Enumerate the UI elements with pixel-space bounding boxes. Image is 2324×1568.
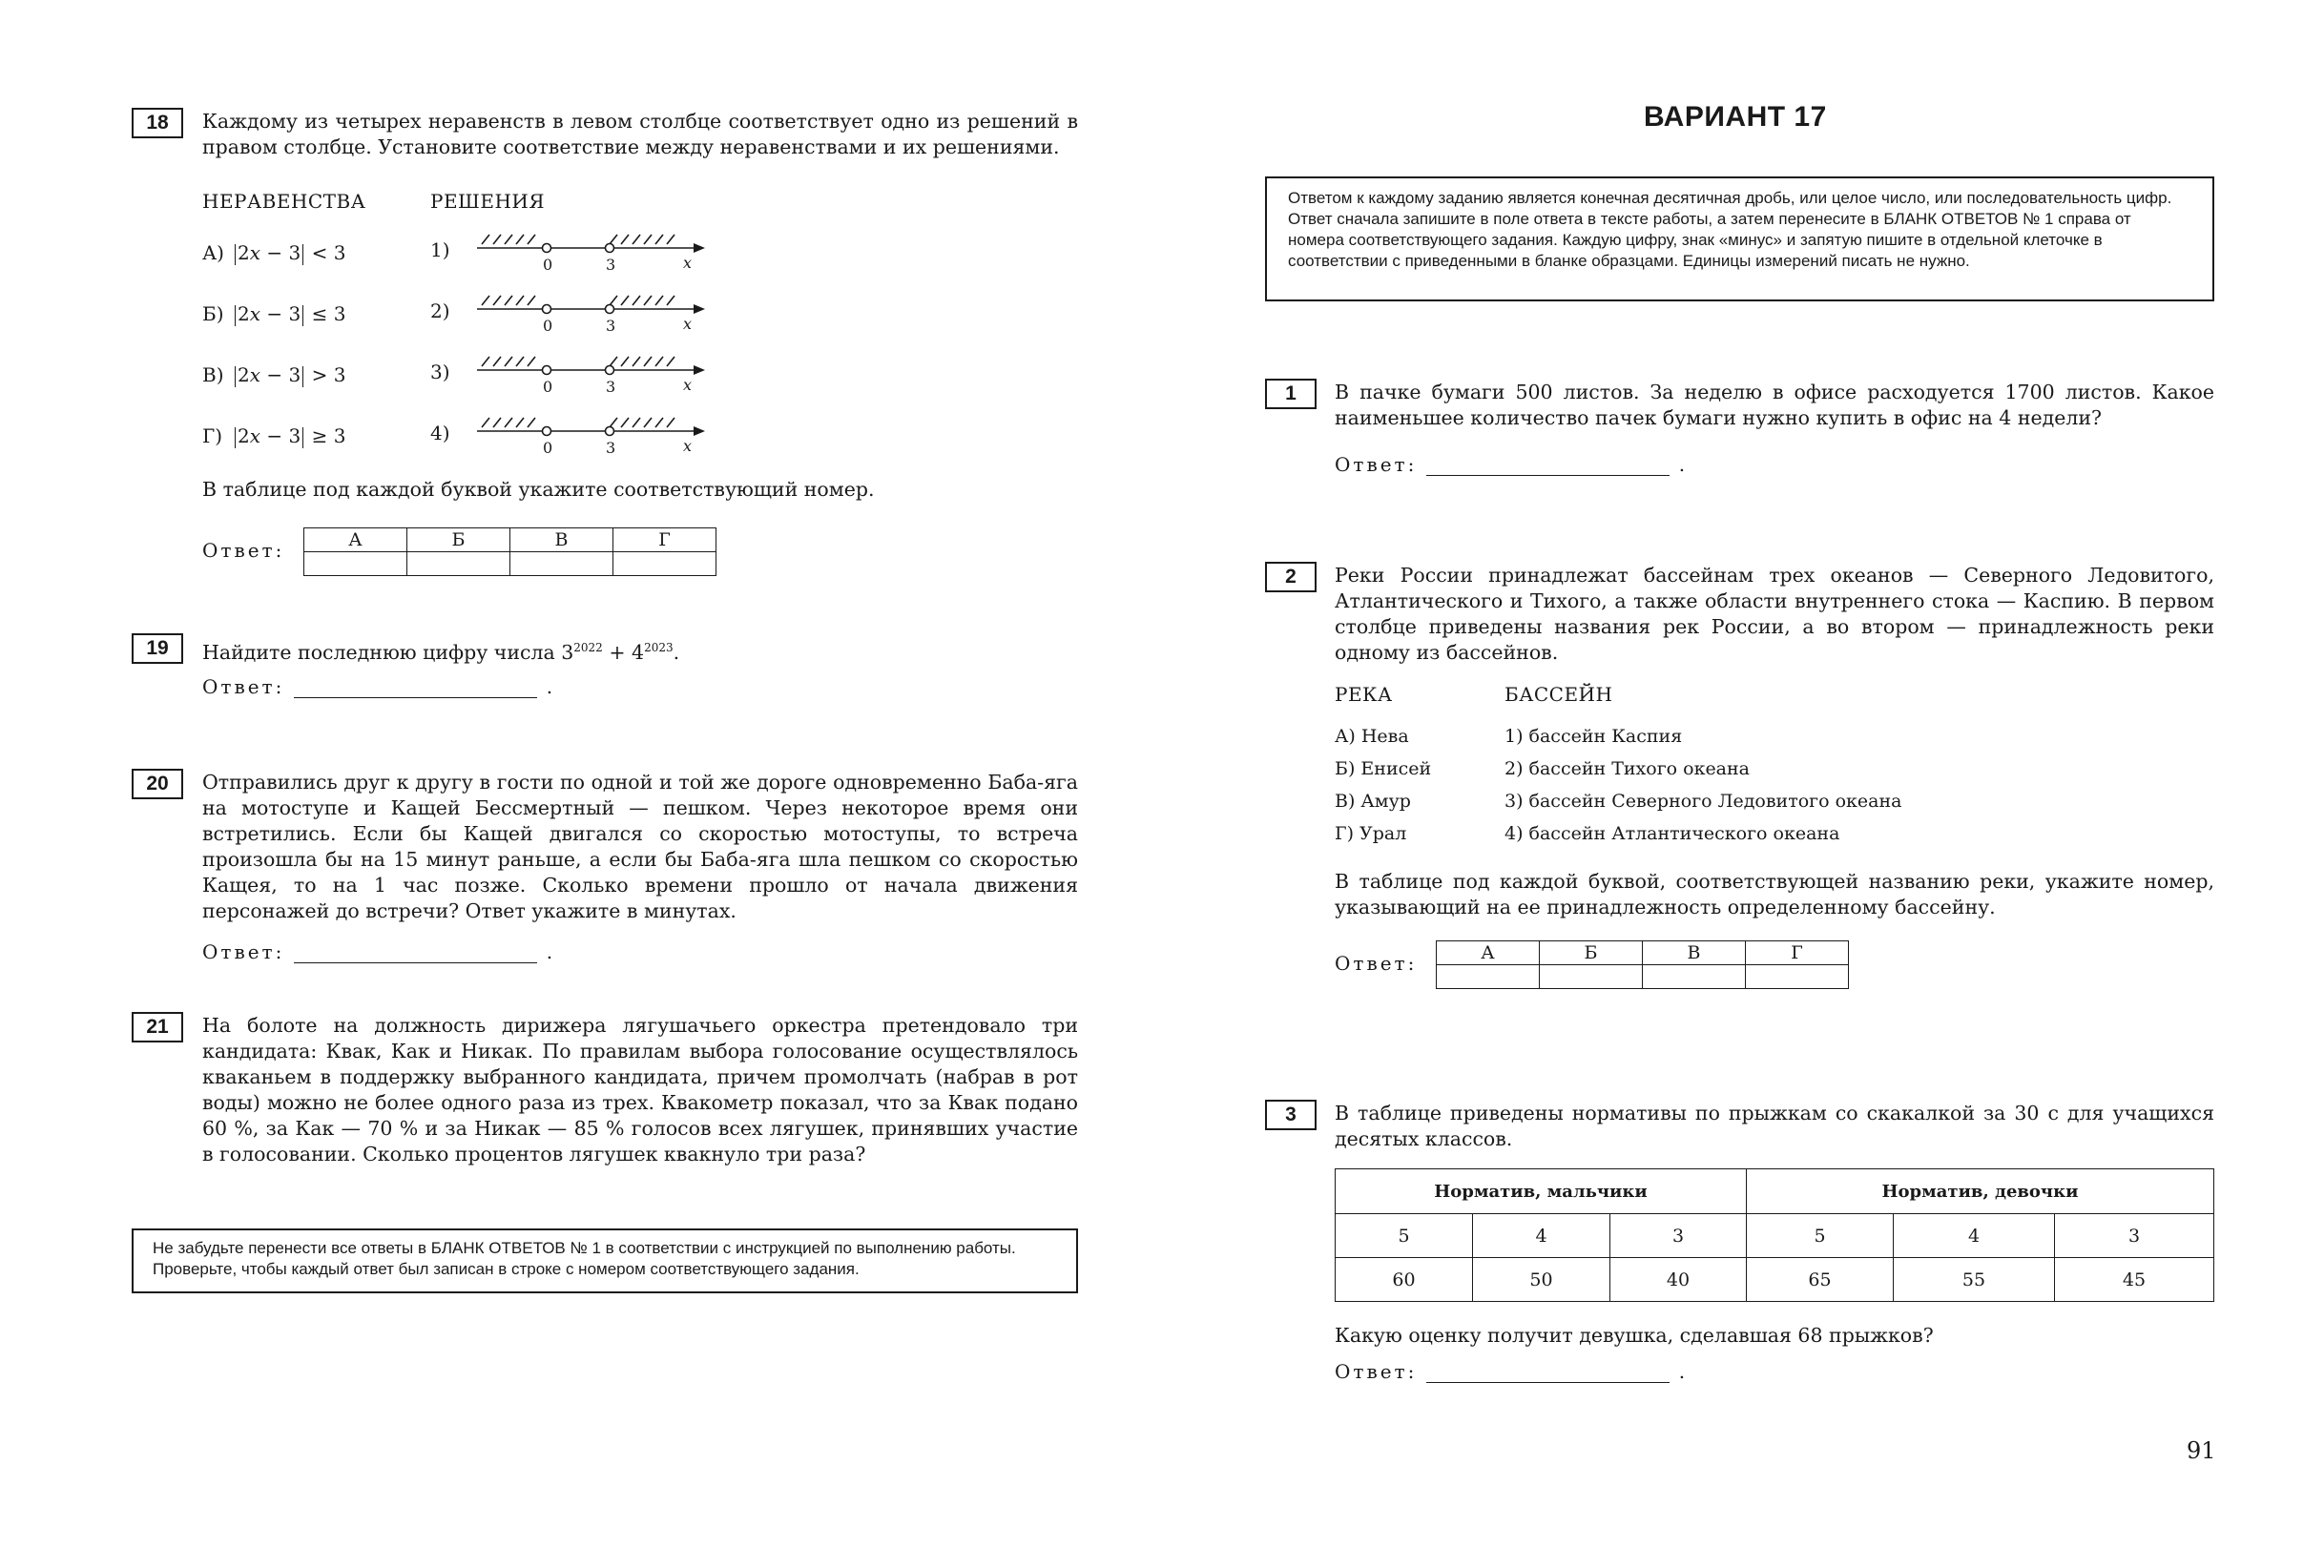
inequality-a xyxy=(202,241,345,265)
river-item: В) Амур xyxy=(1335,791,1411,812)
axis-zero-2: 0 xyxy=(543,317,553,335)
grade-cell: 5 xyxy=(1747,1214,1894,1258)
page-number: 91 xyxy=(2187,1437,2216,1464)
axis-three-2: 3 xyxy=(606,317,616,335)
inequality-expression: 2x − 3 > 3 xyxy=(233,363,345,387)
answer-header-c: В xyxy=(1643,941,1746,965)
rivers-list xyxy=(1335,720,1431,850)
value-cell: 55 xyxy=(1894,1258,2055,1302)
task-3-answer-line[interactable] xyxy=(1426,1363,1670,1383)
task-18-text xyxy=(202,109,1078,160)
task-18-instruction: В таблице под каждой буквой укажите соответствующий номер. xyxy=(202,478,875,501)
inequality-expression: 2x − 3 ≤ 3 xyxy=(233,302,345,326)
answer-cell-c[interactable] xyxy=(510,552,613,576)
task-20-answer: Ответ: . xyxy=(202,940,556,963)
inequality-c xyxy=(202,363,345,387)
rivers-header: РЕКА xyxy=(1335,683,1393,706)
answer-header-c: В xyxy=(510,528,613,552)
task-18-answer-label: Ответ: xyxy=(202,539,285,562)
task-3-answer-label: Ответ: xyxy=(1335,1360,1418,1383)
task-20-text: Отправились друг к другу в гости по одной и той же дороге одновременно Баба-яга на мотоступе и Кащей Бессмертный — пешком. Через некоторое время они встретились. Если бы Кащей двигался со скоростью мотоступы, то встреча произошла бы на 15 минут раньше, а если бы Баба-яга шла пешком со скоростью Кащея, то на 1 час позже. Сколько времени прошло от начала движения персонажей до встречи? Ответ укажите в минутах. xyxy=(202,771,1078,922)
task-20-answer-label: Ответ: xyxy=(202,940,285,963)
axis-three-1: 3 xyxy=(606,256,616,274)
answer-cell-d[interactable] xyxy=(1746,965,1849,989)
task-19-plus: + 4 xyxy=(602,640,645,664)
header-girls: Норматив, девочки xyxy=(1747,1169,2214,1214)
answer-cell-a[interactable] xyxy=(304,552,407,576)
value-cell: 60 xyxy=(1336,1258,1473,1302)
axis-x-4: x xyxy=(683,437,693,455)
basin-item: 4) бассейн Атлантического океана xyxy=(1504,823,1840,844)
answer-header-a: А xyxy=(1437,941,1540,965)
task-18-number: 18 xyxy=(132,108,183,138)
number-line-1 xyxy=(477,235,705,253)
answer-cell-b[interactable] xyxy=(407,552,510,576)
axis-zero-3: 0 xyxy=(543,378,553,396)
answer-header-d: Г xyxy=(1746,941,1849,965)
task-3-answer: Ответ: . xyxy=(1335,1360,1689,1383)
value-cell: 65 xyxy=(1747,1258,1894,1302)
task-19-text-after: . xyxy=(673,640,680,664)
answer-header-d: Г xyxy=(613,528,716,552)
solution-label-4: 4) xyxy=(430,422,450,444)
task-2-text: Реки России принадлежат бассейнам трех океанов — Северного Ледовитого, Атлантического и Тихого, а также области внутреннего стока — Каспию. В первом столбце приведены названия рек России, а во втором — принадлежность реки одному из бассейнов. xyxy=(1335,564,2214,664)
grade-cell: 4 xyxy=(1894,1214,2055,1258)
grade-cell: 3 xyxy=(1610,1214,1747,1258)
grade-cell: 3 xyxy=(2055,1214,2214,1258)
task-1-answer-line[interactable] xyxy=(1426,456,1670,476)
task-19-exp2: 2023 xyxy=(644,641,674,654)
answer-header-b: Б xyxy=(1540,941,1643,965)
inequality-d xyxy=(202,424,345,448)
variant-title: ВАРИАНТ 17 xyxy=(1644,101,1827,133)
axis-zero-4: 0 xyxy=(543,439,553,457)
basins-list xyxy=(1504,720,1901,850)
inequality-label: Г) xyxy=(202,424,223,448)
basin-item: 1) бассейн Каспия xyxy=(1504,726,1683,747)
right-page xyxy=(1162,0,2324,1568)
solution-label-2: 2) xyxy=(430,299,450,322)
basins-header: БАССЕЙН xyxy=(1504,683,1613,706)
header-boys: Норматив, мальчики xyxy=(1336,1169,1747,1214)
solutions-header: РЕШЕНИЯ xyxy=(430,190,546,213)
answer-header-a: А xyxy=(304,528,407,552)
axis-x-3: x xyxy=(683,376,693,394)
answer-cell-c[interactable] xyxy=(1643,965,1746,989)
solution-label-3: 3) xyxy=(430,361,450,383)
task-3-number: 3 xyxy=(1265,1100,1317,1130)
task-19-number: 19 xyxy=(132,633,183,664)
task-18-statement: Каждому из четырех неравенств в левом столбце соответствует одно из решений в правом столбце. Установите соответствие между неравенствами и их решениями. xyxy=(202,110,1078,158)
task-19-text xyxy=(202,635,1078,666)
task-2-answer-label: Ответ: xyxy=(1335,952,1418,975)
task-2-answer-table xyxy=(1436,940,1849,989)
task-1-answer-label: Ответ: xyxy=(1335,453,1418,476)
inequality-label: В) xyxy=(202,363,224,387)
value-cell: 45 xyxy=(2055,1258,2214,1302)
inequality-expression: 2x − 3 ≥ 3 xyxy=(233,424,345,448)
task-2-number: 2 xyxy=(1265,562,1317,592)
task-3-text: В таблице приведены нормативы по прыжкам со скакалкой за 30 с для учащихся десятых классов. xyxy=(1335,1102,2214,1150)
number-line-3 xyxy=(477,357,705,375)
task-20-number: 20 xyxy=(132,769,183,799)
river-item: Г) Урал xyxy=(1335,823,1407,844)
axis-three-3: 3 xyxy=(606,378,616,396)
axis-three-4: 3 xyxy=(606,439,616,457)
answer-cell-d[interactable] xyxy=(613,552,716,576)
inequality-expression: 2x − 3 < 3 xyxy=(233,241,345,265)
number-line-4 xyxy=(477,418,705,436)
task-19-answer: Ответ: . xyxy=(202,675,556,698)
reminder-box: Не забудьте перенести все ответы в БЛАНК ОТВЕТОВ № 1 в соответствии с инструкцией по выполнению работы. Проверьте, чтобы каждый ответ был записан в строке с номером соответствующего задания. xyxy=(132,1228,1078,1293)
river-item: Б) Енисей xyxy=(1335,758,1432,779)
task-21-number: 21 xyxy=(132,1012,183,1042)
task-19-exp1: 2022 xyxy=(573,641,603,654)
number-line-2 xyxy=(477,296,705,314)
task-18-answer-table xyxy=(303,527,716,576)
task-21-text: На болоте на должность дирижера лягушачьего оркестра претендовало три кандидата: Квак, Как и Никак. По правилам выбора голосование осуществлялось кваканьем в поддержку выбранного кандидата, причем промолчать (набрав в рот воды) можно не более одного раза из трех. Квакометр показал, что за Квак подано 60 %, за Как — 70 % и за Никак — 85 % голосов всех лягушек, принявших участие в голосовании. Сколько процентов лягушек квакнуло три раза? xyxy=(202,1014,1078,1166)
task-19-text-before: Найдите последнюю цифру числа 3 xyxy=(202,640,574,664)
river-item: А) Нева xyxy=(1335,726,1409,747)
instructions-box: Ответом к каждому заданию является конечная десятичная дробь, или целое число, или последовательность цифр. Ответ сначала запишите в поле ответа в тексте работы, а затем перенесите в БЛАНК ОТВЕТОВ № 1 справа от номера соответствующего задания. Каждую цифру, знак «минус» и запятую пишите в отдельной клеточке в соответствии с приведенными в бланке образцами. Единицы измерений писать не нужно. xyxy=(1265,176,2214,301)
basin-item: 3) бассейн Северного Ледовитого океана xyxy=(1504,791,1902,812)
task-20-answer-line[interactable] xyxy=(294,943,537,963)
answer-cell-a[interactable] xyxy=(1437,965,1540,989)
task-19-answer-label: Ответ: xyxy=(202,675,285,698)
grade-cell: 4 xyxy=(1473,1214,1610,1258)
answer-cell-b[interactable] xyxy=(1540,965,1643,989)
task-1-text: В пачке бумаги 500 листов. За неделю в офисе расходуется 1700 листов. Какое наименьшее количество пачек бумаги нужно купить в офис на 4 недели? xyxy=(1335,381,2214,429)
inequalities-header: НЕРАВЕНСТВА xyxy=(202,190,366,213)
inequality-label: Б) xyxy=(202,302,224,326)
inequality-label: А) xyxy=(202,241,224,265)
value-cell: 50 xyxy=(1473,1258,1610,1302)
norms-table xyxy=(1335,1168,2214,1302)
solution-label-1: 1) xyxy=(430,238,450,261)
axis-x-2: x xyxy=(683,315,693,333)
task-3-question: Какую оценку получит девушка, сделавшая 68 прыжков? xyxy=(1335,1324,1934,1347)
task-19-answer-line[interactable] xyxy=(294,678,537,698)
task-2-instruction: В таблице под каждой буквой, соответствующей названию реки, укажите номер, указывающий на ее принадлежность определенному бассейну. xyxy=(1335,870,2214,918)
basin-item: 2) бассейн Тихого океана xyxy=(1504,758,1751,779)
task-1-number: 1 xyxy=(1265,379,1317,409)
value-cell: 40 xyxy=(1610,1258,1747,1302)
task-1-answer: Ответ: . xyxy=(1335,453,1689,476)
answer-header-b: Б xyxy=(407,528,510,552)
grade-cell: 5 xyxy=(1336,1214,1473,1258)
axis-zero-1: 0 xyxy=(543,256,553,274)
inequality-b xyxy=(202,302,345,326)
axis-x-1: x xyxy=(683,254,693,272)
